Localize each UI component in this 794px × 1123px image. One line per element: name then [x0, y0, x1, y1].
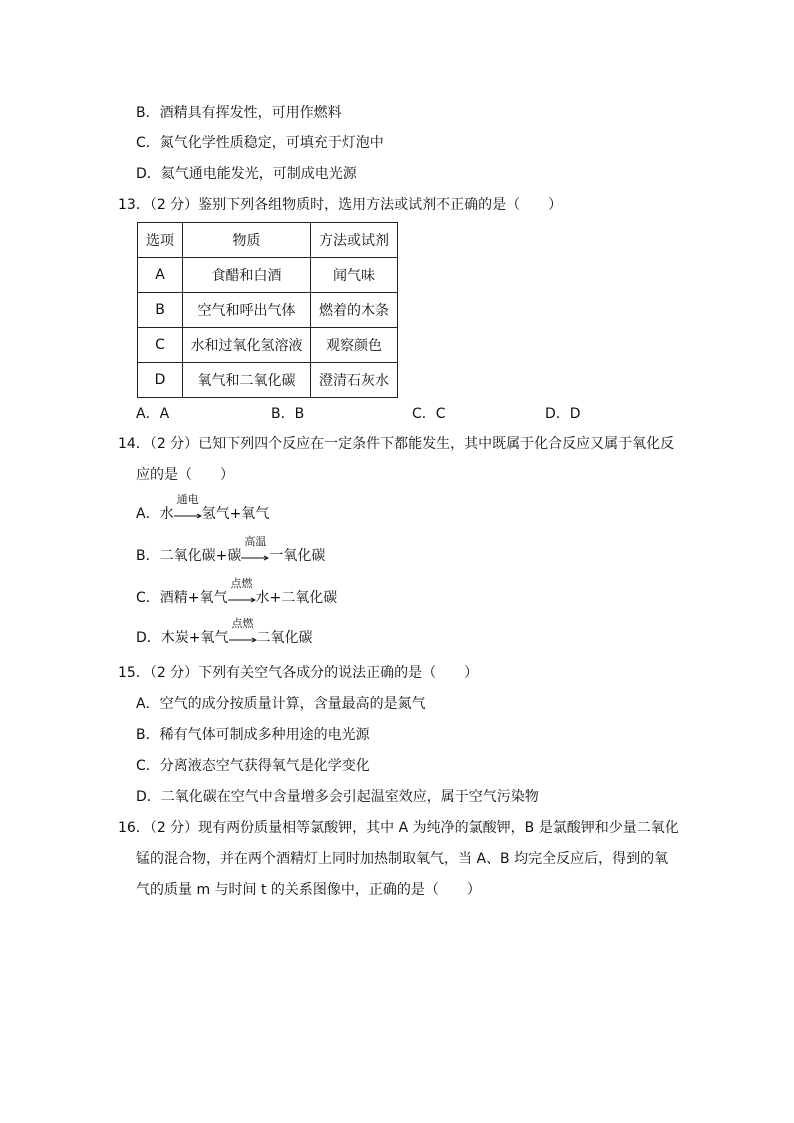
products: 二氧化碳 [256, 630, 313, 646]
reaction-condition: 通电 [176, 493, 199, 506]
table-cell: 氧气和二氧化碳 [183, 363, 311, 398]
table-cell: D [138, 363, 183, 398]
q12-option-c: C．氮气化学性质稳定，可填充于灯泡中 [136, 135, 384, 151]
q16-stem-line3: 气的质量 m 与时间 t 的关系图像中，正确的是（ ） [136, 882, 481, 898]
table-cell: 观察颜色 [311, 328, 398, 363]
reaction-condition: 点燃 [231, 617, 254, 630]
q14-option-a [136, 493, 270, 524]
reactants: C．酒精+氧气 [136, 590, 228, 606]
table-cell: A [138, 258, 183, 293]
q13-answer-d: D．D [545, 406, 581, 422]
arrow-icon [229, 637, 257, 643]
reaction-arrow [229, 617, 257, 648]
reaction-condition: 点燃 [230, 577, 253, 590]
table-header-row [138, 223, 398, 258]
table-row [138, 328, 398, 363]
q16-stem-line1: 16．（2 分）现有两份质量相等氯酸钾，其中 A 为纯净的氯酸钾，B 是氯酸钾和少量二氧化 [118, 820, 679, 836]
table-cell: 食醋和白酒 [183, 258, 311, 293]
q15-option-d: D．二氧化碳在空气中含量增多会引起温室效应，属于空气污染物 [136, 789, 539, 805]
reaction-arrow [228, 577, 256, 608]
q14-option-b [136, 535, 326, 566]
table-row [138, 363, 398, 398]
q13-answer-c: C．C [412, 406, 446, 422]
reaction-arrow [241, 535, 269, 566]
table-header: 方法或试剂 [311, 223, 398, 258]
q15-option-b: B．稀有气体可制成多种用途的电光源 [136, 727, 370, 743]
q16-stem-line2: 锰的混合物，并在两个酒精灯上同时加热制取氧气，当 A、B 均完全反应后，得到的氧 [136, 851, 669, 867]
q12-option-b: B．酒精具有挥发性，可用作燃料 [136, 105, 342, 121]
q13-table [137, 222, 398, 398]
reactants: B．二氧化碳+碳 [136, 548, 242, 564]
table-cell: B [138, 293, 183, 328]
reactants: D．木炭+氧气 [136, 630, 229, 646]
products: 一氧化碳 [269, 548, 326, 564]
table-cell: C [138, 328, 183, 363]
q14-option-d [136, 617, 313, 648]
table-cell: 空气和呼出气体 [183, 293, 311, 328]
table-header: 选项 [138, 223, 183, 258]
q14-stem-line1: 14．（2 分）已知下列四个反应在一定条件下都能发生，其中既属于化合反应又属于氧化反 [118, 436, 675, 452]
reaction-condition: 高温 [244, 535, 267, 548]
products: 氢气+氧气 [201, 506, 270, 522]
reaction-arrow [174, 493, 202, 524]
q15-stem: 15．（2 分）下列有关空气各成分的说法正确的是（ ） [118, 665, 479, 681]
arrow-icon [241, 555, 269, 561]
arrow-icon [174, 513, 202, 519]
reactants: A．水 [136, 506, 174, 522]
q12-option-d: D．氦气通电能发光，可制成电光源 [136, 166, 357, 182]
q15-option-c: C．分离液态空气获得氧气是化学变化 [136, 758, 370, 774]
q13-answer-a: A．A [136, 406, 170, 422]
products: 水+二氧化碳 [255, 590, 338, 606]
table-cell: 澄清石灰水 [311, 363, 398, 398]
table-cell: 水和过氧化氢溶液 [183, 328, 311, 363]
q15-option-a: A．空气的成分按质量计算，含量最高的是氮气 [136, 696, 426, 712]
table-row [138, 293, 398, 328]
table-row [138, 258, 398, 293]
q14-option-c [136, 577, 338, 608]
table-cell: 燃着的木条 [311, 293, 398, 328]
q14-stem-line2: 应的是（ ） [136, 467, 234, 483]
q13-stem: 13．（2 分）鉴别下列各组物质时，选用方法或试剂不正确的是（ ） [118, 197, 563, 213]
table-header: 物质 [183, 223, 311, 258]
table-cell: 闻气味 [311, 258, 398, 293]
arrow-icon [228, 597, 256, 603]
q13-answer-b: B．B [271, 406, 305, 422]
